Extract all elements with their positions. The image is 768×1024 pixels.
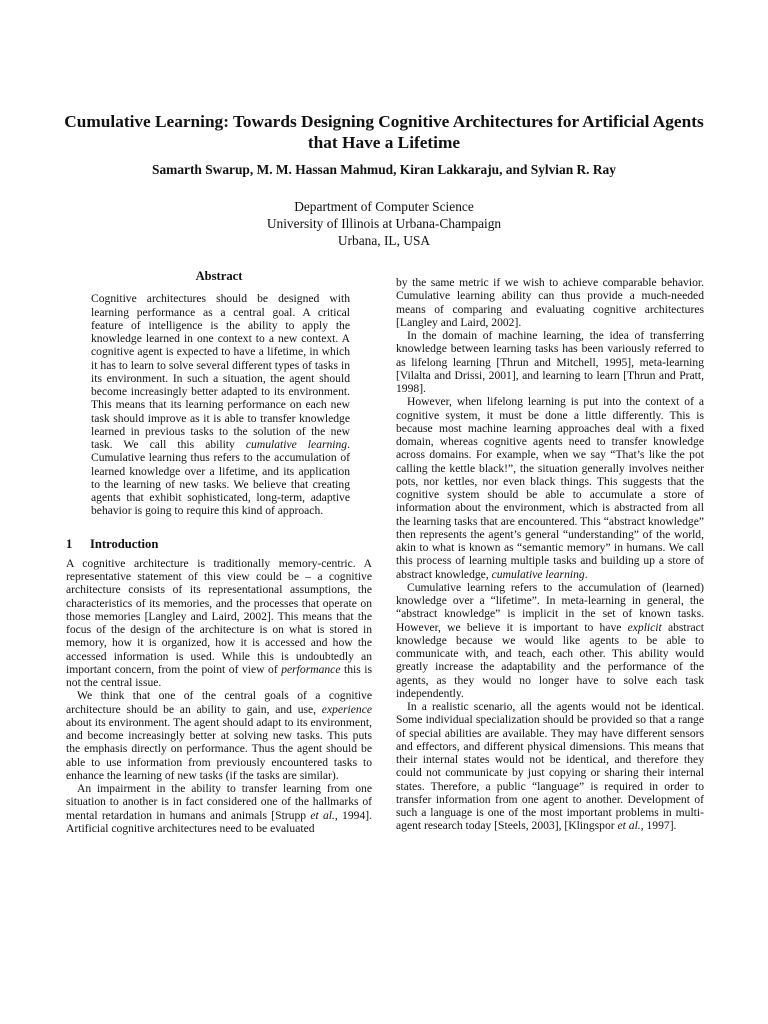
- right-p3-emphasis: cumulative learning: [491, 567, 585, 581]
- intro-p2-emphasis: experience: [321, 702, 372, 716]
- intro-p2-text-a: We think that one of the central goals of a cognitive architecture should be an ability to gain, and use,: [66, 689, 372, 716]
- right-p3-text-b: .: [584, 567, 588, 581]
- right-p5-emphasis: et al.: [617, 819, 641, 833]
- abstract-paragraph: [91, 292, 350, 517]
- affiliation-university: University of Illinois at Urbana-Champaign: [266, 216, 502, 231]
- left-column: [66, 270, 372, 835]
- right-p4-emphasis: explicit: [627, 620, 662, 634]
- intro-p1-emphasis: performance: [281, 662, 341, 676]
- right-paragraph-4: [396, 581, 704, 700]
- intro-p3-text-b: , 1994]. Artificial cognitive architectures need to be evaluated: [66, 808, 373, 835]
- abstract-emphasis: cumulative learning: [245, 438, 348, 451]
- intro-p2-text-b: about its environment. The agent should adapt to its environment, and become increasingly better at solving new tasks. This puts the emphasis directly on performance. Thus the agent should be able to use information from previously encountered tasks to enhance the learning of new tasks (if the tasks are similar).: [66, 715, 372, 782]
- intro-paragraph-1: [66, 557, 372, 690]
- right-paragraph-3: [396, 395, 704, 581]
- right-p5-text-a: In a realistic scenario, all the agents would not be identical. Some individual specialization should be provided so that a range of special abilities are available. They may have different sensors and effectors, and different physical dimensions. This means that their internal states would not be identical, and therefore they could not communicate by just copying or sharing their internal states. Therefore, a public “language” is required in order to transfer information from one agent to another. Development of such a language is one of the most important problems in multi-agent research today [Steels, 2003], [Klingspor: [396, 700, 704, 833]
- right-p4-text-a: Cumulative learning refers to the accumulation of (learned) knowledge over a “lifetime”. In meta-learning in general, the “abstract knowledge” is implicit in the set of known tasks. However, we believe it is important to have: [396, 580, 704, 634]
- right-p3-text-a: However, when lifelong learning is put into the context of a cognitive system, it must be done a little differently. This is because most machine learning approaches deal with a fixed domain, whereas cognitive agents need to transfer knowledge across domains. For example, when we say “That’s like the pot calling the kettle black!”, the situation generally involves neither pots, nor kettles, nor even black things. This suggests that the cognitive system should be able to accumulate a store of information about the environment, which is abstracted from all the learning tasks that are encountered. This “abstract knowledge” then represents the agent’s general “understanding” of the world, akin to what is known as “semantic memory” in humans. We call this process of learning multiple tasks and building up a store of abstract knowledge,: [396, 395, 704, 581]
- intro-p1-text-b: this is not the central issue.: [66, 662, 372, 689]
- author-list: Samarth Swarup, M. M. Hassan Mahmud, Kiran Lakkaraju, and Sylvian R. Ray: [152, 162, 616, 177]
- section-heading-introduction: [66, 538, 372, 551]
- right-column: [396, 276, 704, 833]
- right-paragraph-2: In the domain of machine learning, the idea of transferring knowledge between learning tasks has been variously referred to as lifelong learning [Thrun and Mitchell, 1995], meta-learning [Vilalta and Drissi, 2001], and learning to learn [Thrun and Pratt, 1998].: [396, 329, 704, 395]
- affiliation-department: Department of Computer Science: [294, 199, 474, 214]
- paper-title: Cumulative Learning: Towards Designing Cognitive Architectures for Artificial Agents that Have a Lifetime: [64, 112, 704, 152]
- abstract-body: [91, 292, 350, 517]
- affiliation-location: Urbana, IL, USA: [337, 233, 431, 248]
- right-p5-text-b: , 1997].: [640, 819, 677, 833]
- intro-p3-emphasis: et al.: [310, 808, 335, 822]
- section-number: 1: [66, 536, 73, 551]
- intro-paragraph-2: [66, 689, 372, 782]
- intro-p1-text-a: A cognitive architecture is traditionally memory-centric. A representative statement of this view could be – a cognitive architecture consists of its representational assumptions, the characteristics of its memories, and the processes that operate on those memories [Langley and Laird, 2002]. This means that the focus of the design of the architecture is on what is stored in memory, how it is organized, how it is accessed and how the accessed information is used. While this is undoubtedly an important concern, from the point of view of: [66, 556, 372, 676]
- right-p4-text-b: abstract knowledge because we would like agents to be able to communicate with, and teach, each other. This ability would greatly increase the adaptability and the performance of the agents, as they would no longer have to solve each task independently.: [396, 620, 704, 700]
- abstract-text-a: Cognitive architectures should be designed with learning performance as a central goal. A critical feature of intelligence is the ability to apply the knowledge learned in one context to a new context. A cognitive agent is expected to have a lifetime, in which it has to learn to solve several different types of tasks in its environment. In such a situation, the agent should become increasingly better adapted to its environment. This means that its learning performance on each new task should improve as it is able to transfer knowledge learned in previous tasks to the solution of the new task. We call this ability: [91, 292, 350, 451]
- right-paragraph-5: [396, 700, 704, 833]
- abstract-text-b: . Cumulative learning thus refers to the accumulation of learned knowledge over a lifetime, and its application to the learning of new tasks. We believe that creating agents that exhibit sophisticated, long-term, adaptive behavior is going to require this kind of approach.: [91, 438, 350, 518]
- right-paragraph-1: by the same metric if we wish to achieve comparable behavior. Cumulative learning ability can thus provide a much-needed means of comparing and evaluating cognitive architectures [Langley and Laird, 2002].: [396, 276, 704, 329]
- section-title-text: Introduction: [90, 536, 159, 551]
- affiliation-block: [100, 198, 668, 249]
- intro-paragraph-3: [66, 782, 372, 835]
- abstract-heading: Abstract: [195, 269, 243, 283]
- intro-p3-text-a: An impairment in the ability to transfer learning from one situation to another is in fact considered one of the hallmarks of mental retardation in humans and animals [Strupp: [66, 782, 372, 822]
